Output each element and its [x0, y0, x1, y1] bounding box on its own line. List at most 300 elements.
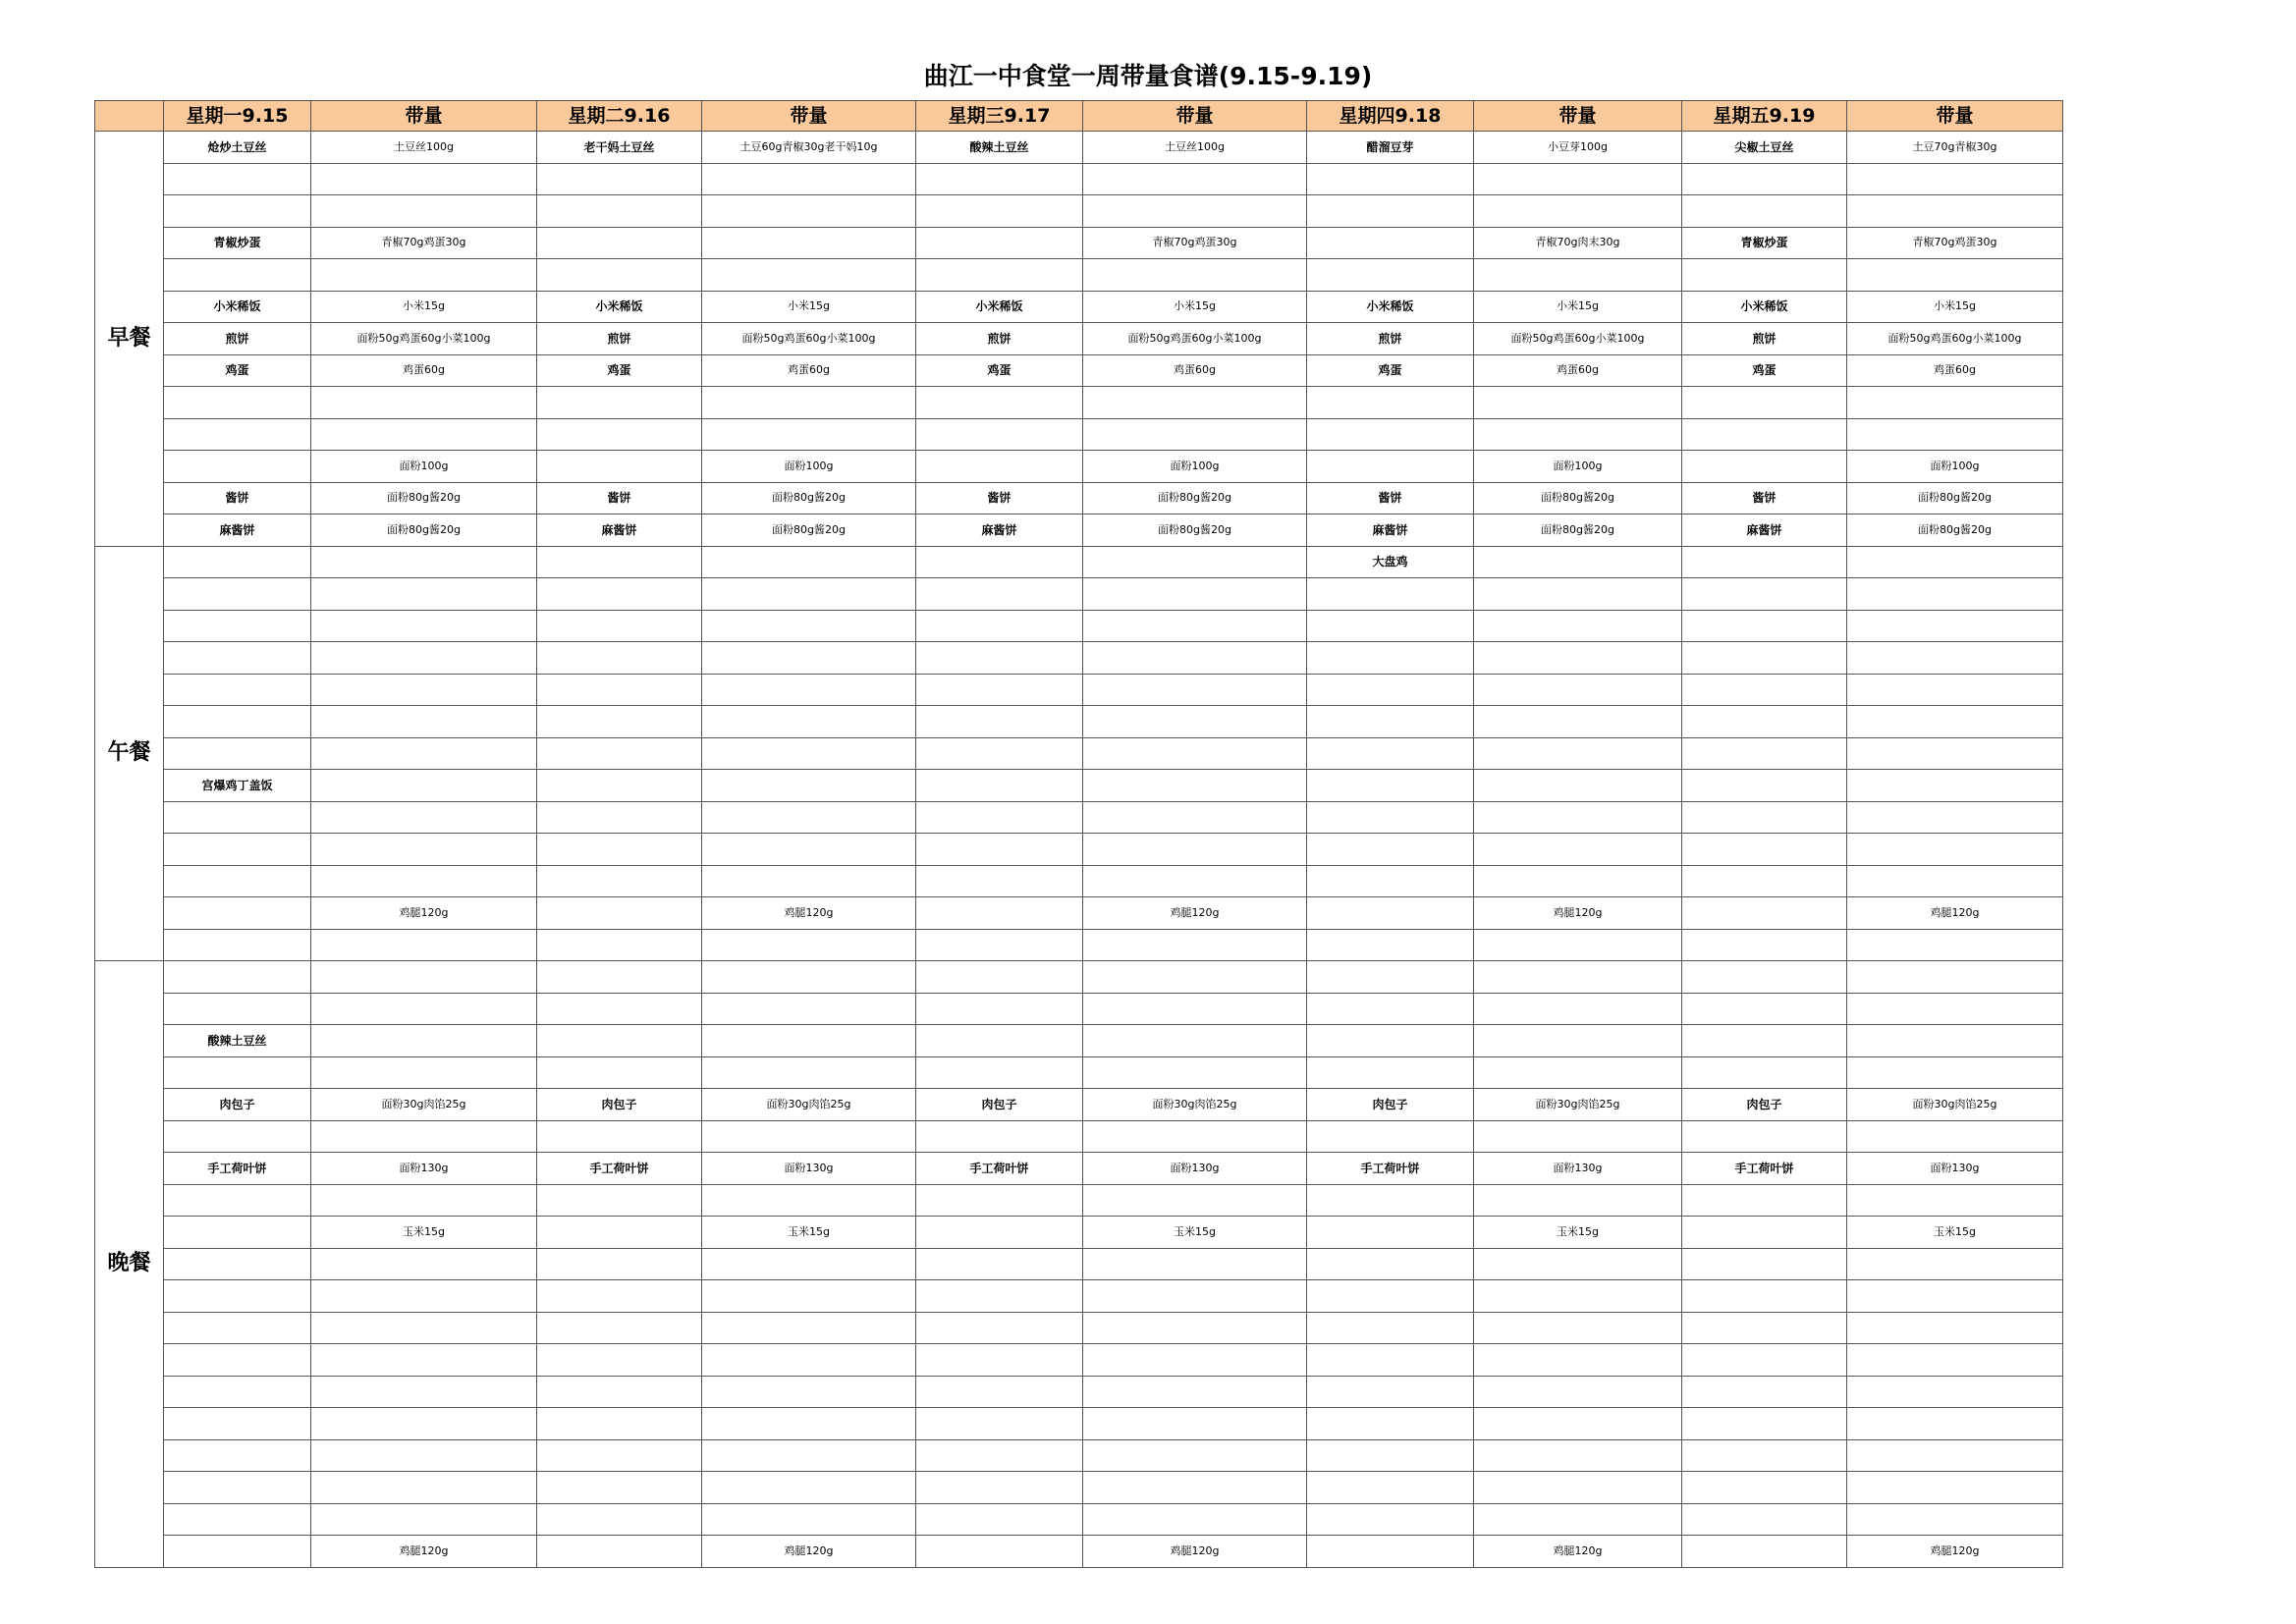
dish-name-cell: [164, 674, 311, 706]
dish-quantity-cell: [1083, 706, 1307, 738]
menu-row: [95, 578, 2063, 611]
dish-quantity-cell: [1847, 1120, 2063, 1153]
dish-quantity-cell: 土豆60g青椒30g老干妈10g: [702, 132, 916, 164]
dish-name-cell: [916, 1280, 1083, 1313]
dish-quantity-cell: [1474, 1503, 1682, 1536]
dish-name-cell: 酱饼: [164, 482, 311, 514]
dish-quantity-cell: [311, 674, 537, 706]
dish-quantity-cell: [1847, 546, 2063, 578]
menu-row: [95, 259, 2063, 292]
dish-name-cell: [1307, 259, 1474, 292]
dish-name-cell: [1307, 929, 1474, 961]
dish-quantity-cell: [1847, 961, 2063, 994]
dish-name-cell: [916, 674, 1083, 706]
dish-name-cell: [164, 195, 311, 228]
dish-name-cell: [1307, 897, 1474, 930]
dish-name-cell: 宫爆鸡丁盖饭: [164, 770, 311, 802]
dish-name-cell: 肉包子: [164, 1089, 311, 1121]
dish-name-cell: [164, 1344, 311, 1377]
dish-name-cell: [916, 1439, 1083, 1472]
dish-quantity-cell: [1474, 993, 1682, 1025]
dish-name-cell: [1307, 1248, 1474, 1280]
dish-quantity-cell: 鸡腿120g: [702, 897, 916, 930]
dish-name-cell: 煎饼: [1307, 323, 1474, 355]
dish-name-cell: [1682, 1536, 1847, 1568]
dish-name-cell: 炝炒土豆丝: [164, 132, 311, 164]
dish-name-cell: [537, 1536, 702, 1568]
dish-quantity-cell: 面粉80g酱20g: [1847, 482, 2063, 514]
dish-quantity-cell: [1474, 1184, 1682, 1217]
dish-name-cell: 肉包子: [1682, 1089, 1847, 1121]
dish-name-cell: [1682, 961, 1847, 994]
dish-quantity-cell: [1847, 929, 2063, 961]
dish-quantity-cell: [1083, 1056, 1307, 1089]
dish-quantity-cell: [311, 387, 537, 419]
menu-row: [95, 1089, 2063, 1121]
dish-quantity-cell: [1474, 1120, 1682, 1153]
dish-quantity-cell: [1474, 1439, 1682, 1472]
dish-name-cell: [916, 642, 1083, 675]
dish-quantity-cell: [702, 418, 916, 451]
dish-name-cell: 煎饼: [916, 323, 1083, 355]
dish-name-cell: [164, 993, 311, 1025]
dish-quantity-cell: [1847, 674, 2063, 706]
menu-row: [95, 227, 2063, 259]
dish-quantity-cell: [1083, 834, 1307, 866]
dish-name-cell: [1307, 227, 1474, 259]
dish-name-cell: [1682, 163, 1847, 195]
menu-row: [95, 418, 2063, 451]
dish-name-cell: 鸡蛋: [164, 354, 311, 387]
dish-name-cell: [916, 929, 1083, 961]
dish-quantity-cell: [702, 993, 916, 1025]
dish-name-cell: 手工荷叶饼: [164, 1153, 311, 1185]
dish-quantity-cell: 玉米15g: [1474, 1217, 1682, 1249]
qty-header: 带量: [1474, 101, 1682, 132]
dish-name-cell: [1682, 642, 1847, 675]
menu-row: [95, 387, 2063, 419]
dish-name-cell: [1307, 1439, 1474, 1472]
menu-row: [95, 1408, 2063, 1440]
dish-quantity-cell: [311, 706, 537, 738]
dish-quantity-cell: [702, 1184, 916, 1217]
dish-name-cell: [916, 737, 1083, 770]
dish-quantity-cell: 青椒70g鸡蛋30g: [1847, 227, 2063, 259]
dish-quantity-cell: 鸡蛋60g: [311, 354, 537, 387]
dish-name-cell: [164, 546, 311, 578]
dish-name-cell: [1307, 1503, 1474, 1536]
dish-quantity-cell: [1847, 1280, 2063, 1313]
dish-name-cell: [164, 801, 311, 834]
dish-quantity-cell: [1474, 961, 1682, 994]
menu-row: [95, 163, 2063, 195]
dish-quantity-cell: [1847, 1312, 2063, 1344]
dish-quantity-cell: [311, 961, 537, 994]
dish-name-cell: [164, 259, 311, 292]
dish-name-cell: [1307, 1472, 1474, 1504]
dish-quantity-cell: [1474, 1408, 1682, 1440]
dish-quantity-cell: [1474, 929, 1682, 961]
dish-quantity-cell: [1083, 961, 1307, 994]
dish-name-cell: [164, 1217, 311, 1249]
dish-name-cell: [1307, 770, 1474, 802]
dish-quantity-cell: 面粉50g鸡蛋60g小菜100g: [1474, 323, 1682, 355]
dish-name-cell: [1682, 451, 1847, 483]
dish-quantity-cell: [1847, 195, 2063, 228]
dish-name-cell: 肉包子: [537, 1089, 702, 1121]
menu-row: [95, 1153, 2063, 1185]
dish-name-cell: [164, 1503, 311, 1536]
dish-quantity-cell: 面粉100g: [1847, 451, 2063, 483]
dish-quantity-cell: [311, 929, 537, 961]
dish-name-cell: [537, 674, 702, 706]
menu-row: [95, 291, 2063, 323]
dish-name-cell: 麻酱饼: [1682, 514, 1847, 547]
dish-quantity-cell: 鸡腿120g: [1474, 897, 1682, 930]
dish-name-cell: [1682, 993, 1847, 1025]
dish-name-cell: [1307, 195, 1474, 228]
dish-quantity-cell: [311, 737, 537, 770]
dish-quantity-cell: 土豆70g青椒30g: [1847, 132, 2063, 164]
dish-name-cell: [916, 834, 1083, 866]
dish-name-cell: [916, 1376, 1083, 1408]
dish-name-cell: [164, 1376, 311, 1408]
dish-name-cell: [1682, 1120, 1847, 1153]
dish-quantity-cell: [702, 801, 916, 834]
dish-quantity-cell: [702, 195, 916, 228]
dish-name-cell: [537, 706, 702, 738]
dish-quantity-cell: 面粉80g酱20g: [311, 482, 537, 514]
dish-name-cell: [537, 993, 702, 1025]
dish-name-cell: 大盘鸡: [1307, 546, 1474, 578]
dish-name-cell: 麻酱饼: [164, 514, 311, 547]
dish-name-cell: 酱饼: [1682, 482, 1847, 514]
dish-quantity-cell: [311, 1472, 537, 1504]
dish-quantity-cell: [702, 961, 916, 994]
dish-quantity-cell: [1083, 1439, 1307, 1472]
dish-name-cell: [916, 1184, 1083, 1217]
menu-row: [95, 642, 2063, 675]
dish-name-cell: 鸡蛋: [1307, 354, 1474, 387]
dish-name-cell: [1682, 1217, 1847, 1249]
dish-name-cell: 麻酱饼: [537, 514, 702, 547]
dish-name-cell: [164, 1184, 311, 1217]
dish-quantity-cell: [702, 227, 916, 259]
menu-row: [95, 1376, 2063, 1408]
dish-name-cell: [537, 1248, 702, 1280]
dish-quantity-cell: [702, 865, 916, 897]
dish-name-cell: [537, 1217, 702, 1249]
dish-name-cell: [537, 770, 702, 802]
dish-name-cell: [164, 1056, 311, 1089]
dish-name-cell: [1307, 801, 1474, 834]
dish-quantity-cell: 面粉80g酱20g: [702, 482, 916, 514]
dish-name-cell: [1307, 865, 1474, 897]
dish-name-cell: [164, 1408, 311, 1440]
menu-row: [95, 1536, 2063, 1568]
dish-quantity-cell: [1083, 1025, 1307, 1057]
dish-quantity-cell: [311, 993, 537, 1025]
dish-quantity-cell: [1083, 865, 1307, 897]
dish-quantity-cell: [702, 1248, 916, 1280]
dish-quantity-cell: [1083, 1344, 1307, 1377]
dish-quantity-cell: [1474, 642, 1682, 675]
dish-quantity-cell: [1847, 1439, 2063, 1472]
dish-name-cell: [1682, 259, 1847, 292]
dish-name-cell: [916, 897, 1083, 930]
dish-quantity-cell: [1847, 610, 2063, 642]
dish-name-cell: [164, 1312, 311, 1344]
dish-quantity-cell: 鸡蛋60g: [702, 354, 916, 387]
dish-quantity-cell: [311, 1056, 537, 1089]
dish-quantity-cell: 土豆丝100g: [1083, 132, 1307, 164]
dish-name-cell: 酱饼: [916, 482, 1083, 514]
dish-name-cell: [537, 195, 702, 228]
dish-name-cell: [916, 387, 1083, 419]
dish-quantity-cell: [311, 834, 537, 866]
dish-name-cell: 手工荷叶饼: [1682, 1153, 1847, 1185]
dish-name-cell: [537, 961, 702, 994]
dish-name-cell: 鸡蛋: [916, 354, 1083, 387]
dish-name-cell: [1307, 387, 1474, 419]
dish-name-cell: [916, 865, 1083, 897]
dish-name-cell: [916, 1120, 1083, 1153]
dish-quantity-cell: [1474, 674, 1682, 706]
dish-quantity-cell: 面粉30g肉馅25g: [1847, 1089, 2063, 1121]
dish-quantity-cell: [1474, 195, 1682, 228]
dish-name-cell: [537, 897, 702, 930]
dish-name-cell: [1682, 578, 1847, 611]
menu-row: [95, 1025, 2063, 1057]
dish-name-cell: [164, 163, 311, 195]
dish-quantity-cell: [1847, 1248, 2063, 1280]
dish-quantity-cell: 玉米15g: [1083, 1217, 1307, 1249]
dish-name-cell: [537, 834, 702, 866]
dish-name-cell: [164, 1536, 311, 1568]
dish-quantity-cell: 面粉100g: [311, 451, 537, 483]
dish-name-cell: [537, 1503, 702, 1536]
dish-name-cell: [916, 1344, 1083, 1377]
dish-quantity-cell: 面粉100g: [1474, 451, 1682, 483]
dish-quantity-cell: [1083, 1408, 1307, 1440]
dish-quantity-cell: [1083, 163, 1307, 195]
dish-name-cell: [916, 993, 1083, 1025]
dish-name-cell: [916, 259, 1083, 292]
dish-quantity-cell: 鸡腿120g: [1847, 897, 2063, 930]
dish-quantity-cell: [1847, 1503, 2063, 1536]
dish-quantity-cell: [1474, 1344, 1682, 1377]
dish-quantity-cell: [1083, 770, 1307, 802]
dish-quantity-cell: 鸡腿120g: [311, 1536, 537, 1568]
dish-quantity-cell: 鸡蛋60g: [1474, 354, 1682, 387]
dish-name-cell: [916, 610, 1083, 642]
dish-quantity-cell: [702, 929, 916, 961]
dish-quantity-cell: [1474, 1312, 1682, 1344]
dish-name-cell: [537, 929, 702, 961]
dish-name-cell: [916, 418, 1083, 451]
dish-name-cell: [1682, 1184, 1847, 1217]
dish-name-cell: 酱饼: [1307, 482, 1474, 514]
dish-quantity-cell: [311, 865, 537, 897]
dish-name-cell: [1307, 451, 1474, 483]
dish-name-cell: [164, 578, 311, 611]
dish-quantity-cell: [1847, 993, 2063, 1025]
dish-name-cell: 麻酱饼: [1307, 514, 1474, 547]
dish-name-cell: [916, 1536, 1083, 1568]
dish-name-cell: [537, 1472, 702, 1504]
dish-name-cell: 青椒炒蛋: [1682, 227, 1847, 259]
dish-quantity-cell: [1474, 1472, 1682, 1504]
dish-name-cell: [164, 642, 311, 675]
menu-row: [95, 1344, 2063, 1377]
dish-quantity-cell: [702, 387, 916, 419]
dish-quantity-cell: [1474, 1376, 1682, 1408]
dish-quantity-cell: 面粉30g肉馅25g: [702, 1089, 916, 1121]
menu-row: [95, 1280, 2063, 1313]
dish-quantity-cell: [1474, 770, 1682, 802]
dish-quantity-cell: [702, 1439, 916, 1472]
dish-name-cell: [1307, 418, 1474, 451]
dish-quantity-cell: [311, 1439, 537, 1472]
dish-name-cell: [916, 1312, 1083, 1344]
dish-name-cell: [1682, 610, 1847, 642]
dish-name-cell: [1307, 1217, 1474, 1249]
dish-quantity-cell: 青椒70g肉末30g: [1474, 227, 1682, 259]
dish-name-cell: [537, 451, 702, 483]
dish-name-cell: [916, 578, 1083, 611]
dish-name-cell: [1307, 1408, 1474, 1440]
dish-name-cell: 尖椒土豆丝: [1682, 132, 1847, 164]
dish-quantity-cell: [702, 610, 916, 642]
dish-name-cell: [1682, 195, 1847, 228]
dish-name-cell: [1682, 706, 1847, 738]
dish-quantity-cell: 鸡蛋60g: [1083, 354, 1307, 387]
dish-name-cell: [537, 1376, 702, 1408]
day-header: 星期五9.19: [1682, 101, 1847, 132]
dish-quantity-cell: [702, 1025, 916, 1057]
dish-quantity-cell: [311, 1503, 537, 1536]
dish-quantity-cell: 面粉130g: [1474, 1153, 1682, 1185]
dish-quantity-cell: [1847, 259, 2063, 292]
dish-name-cell: [1682, 1439, 1847, 1472]
dish-quantity-cell: 鸡腿120g: [1083, 1536, 1307, 1568]
meal-label: 早餐: [95, 132, 164, 547]
dish-name-cell: [164, 1120, 311, 1153]
dish-name-cell: [1307, 1184, 1474, 1217]
dish-quantity-cell: 面粉30g肉馅25g: [1474, 1089, 1682, 1121]
dish-name-cell: [916, 163, 1083, 195]
dish-quantity-cell: [1847, 770, 2063, 802]
dish-quantity-cell: [1083, 387, 1307, 419]
dish-name-cell: [537, 1439, 702, 1472]
qty-header: 带量: [702, 101, 916, 132]
dish-name-cell: [1682, 1312, 1847, 1344]
menu-row: [95, 482, 2063, 514]
menu-row: [95, 897, 2063, 930]
dish-quantity-cell: [1847, 1376, 2063, 1408]
menu-body: [95, 132, 2063, 1568]
dish-quantity-cell: [1474, 865, 1682, 897]
dish-name-cell: [1307, 163, 1474, 195]
dish-quantity-cell: 小米15g: [1083, 291, 1307, 323]
dish-quantity-cell: [311, 1280, 537, 1313]
menu-row: [95, 1217, 2063, 1249]
dish-name-cell: [916, 770, 1083, 802]
dish-quantity-cell: [1083, 1472, 1307, 1504]
menu-row: [95, 610, 2063, 642]
dish-name-cell: [537, 387, 702, 419]
dish-quantity-cell: 鸡腿120g: [1474, 1536, 1682, 1568]
dish-name-cell: [164, 1472, 311, 1504]
dish-name-cell: [537, 865, 702, 897]
menu-row: [95, 961, 2063, 994]
dish-name-cell: 小米稀饭: [1307, 291, 1474, 323]
menu-row: [95, 706, 2063, 738]
dish-quantity-cell: [1474, 259, 1682, 292]
dish-quantity-cell: [1474, 801, 1682, 834]
menu-row: [95, 1503, 2063, 1536]
dish-name-cell: [1307, 674, 1474, 706]
dish-name-cell: [1307, 834, 1474, 866]
dish-name-cell: [916, 801, 1083, 834]
dish-quantity-cell: [1847, 1408, 2063, 1440]
dish-quantity-cell: [1474, 1025, 1682, 1057]
dish-quantity-cell: [702, 546, 916, 578]
dish-name-cell: [916, 1248, 1083, 1280]
dish-quantity-cell: [1083, 737, 1307, 770]
dish-quantity-cell: [311, 1025, 537, 1057]
menu-row: [95, 1439, 2063, 1472]
menu-row: [95, 132, 2063, 164]
dish-quantity-cell: [1847, 387, 2063, 419]
dish-name-cell: [164, 1248, 311, 1280]
dish-name-cell: [1307, 1344, 1474, 1377]
dish-quantity-cell: 面粉80g酱20g: [1474, 482, 1682, 514]
dish-quantity-cell: [702, 1312, 916, 1344]
menu-row: [95, 674, 2063, 706]
dish-quantity-cell: [311, 1184, 537, 1217]
dish-quantity-cell: [311, 1312, 537, 1344]
menu-table: [94, 100, 2063, 1568]
dish-name-cell: [537, 642, 702, 675]
dish-name-cell: [164, 387, 311, 419]
dish-name-cell: [1307, 961, 1474, 994]
dish-quantity-cell: 玉米15g: [311, 1217, 537, 1249]
dish-quantity-cell: [1083, 929, 1307, 961]
dish-quantity-cell: [311, 801, 537, 834]
dish-quantity-cell: [702, 578, 916, 611]
dish-name-cell: 小米稀饭: [164, 291, 311, 323]
dish-name-cell: [916, 1472, 1083, 1504]
dish-name-cell: [1682, 1025, 1847, 1057]
dish-quantity-cell: [311, 1344, 537, 1377]
dish-name-cell: [537, 1056, 702, 1089]
dish-name-cell: [1307, 1312, 1474, 1344]
dish-name-cell: 手工荷叶饼: [1307, 1153, 1474, 1185]
day-header: 星期一9.15: [164, 101, 311, 132]
dish-quantity-cell: [311, 1376, 537, 1408]
dish-quantity-cell: [311, 642, 537, 675]
dish-quantity-cell: 鸡腿120g: [702, 1536, 916, 1568]
dish-name-cell: 煎饼: [164, 323, 311, 355]
dish-quantity-cell: [1847, 865, 2063, 897]
dish-name-cell: 小米稀饭: [916, 291, 1083, 323]
dish-quantity-cell: [702, 259, 916, 292]
dish-quantity-cell: 面粉80g酱20g: [1474, 514, 1682, 547]
dish-name-cell: [1682, 865, 1847, 897]
dish-quantity-cell: [1474, 1280, 1682, 1313]
dish-name-cell: [164, 610, 311, 642]
